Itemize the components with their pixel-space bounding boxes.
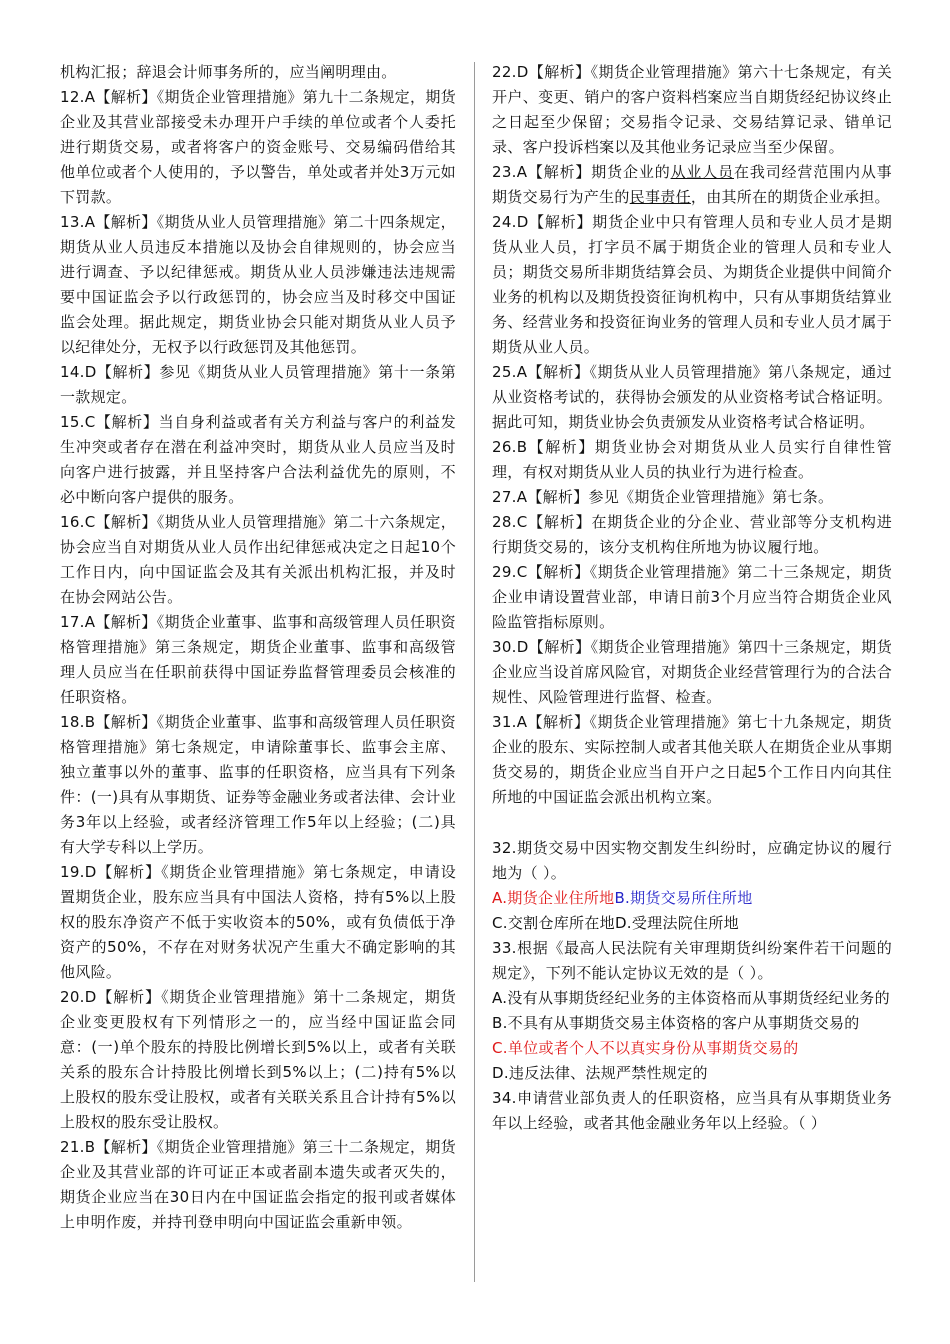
answer-19: 19.D【解析】《期货企业管理措施》第七条规定，申请设置期货企业，股东应当具有中国法人资格，持有5%以上股权的股东净资产不低于实收资本的50%，或有负债低于净资产的50%，不存在对财务状况产生重大不确定影响的其他风险。 [60, 863, 456, 981]
answer-13: 13.A【解析】《期货从业人员管理措施》第二十四条规定，期货从业人员违反本措施以及协会自律规则的，协会应当进行调查、予以纪律惩戒。期货从业人员涉嫌违法违规需要中国证监会予以行政惩罚的，协会应当及时移交中国证监会处理。据此规定，期货业协会只能对期货从业人员予以纪律处分，无权予以行政惩罚及其他惩罚。 [60, 213, 456, 356]
right-column [492, 60, 892, 1136]
underlined-term-liability: 民事责任 [629, 188, 691, 206]
column-divider [474, 62, 475, 1282]
answer-27: 27.A【解析】参见《期货企业管理措施》第七条。 [492, 488, 834, 506]
option-33-d: D.违反法律、法规严禁性规定的 [492, 1064, 708, 1082]
answer-28: 28.C【解析】在期货企业的分企业、营业部等分支机构进行期货交易的，该分支机构住所地为协议履行地。 [492, 513, 892, 556]
question-32: 32.期货交易中因实物交割发生纠纷时，应确定协议的履行地为（ ）。 [492, 839, 892, 882]
answer-11-tail: 机构汇报；辞退会计师事务所的，应当阐明理由。 [60, 63, 397, 81]
option-33-c: C.单位或者个人不以真实身份从事期货交易的 [492, 1039, 799, 1057]
answer-16: 16.C【解析】《期货从业人员管理措施》第二十六条规定，协会应当自对期货从业人员作出纪律惩戒决定之日起10个工作日内，向中国证监会及其有关派出机构汇报，并及时在协会网站公告。 [60, 513, 456, 606]
answer-20: 20.D【解析】《期货企业管理措施》第十二条规定，期货企业变更股权有下列情形之一的，应当经中国证监会同意：(一)单个股东的持股比例增长到5%以上，或者有关联关系的股东合计持股比例增长到5%以上；(二)持有5%以上股权的股东受让股权，或者有关联关系且合计持有5%以上股权的股东受让股权。 [60, 988, 456, 1131]
option-32-a: A.期货企业住所地 [492, 889, 615, 907]
answer-25: 25.A【解析】《期货从业人员管理措施》第八条规定，通过从业资格考试的，获得协会颁发的从业资格考试合格证明。据此可知，期货业协会负责颁发从业资格考试合格证明。 [492, 363, 892, 431]
answer-26: 26.B【解析】期货业协会对期货从业人员实行自律性管理，有权对期货从业人员的执业行为进行检查。 [492, 438, 892, 481]
answer-30: 30.D【解析】《期货企业管理措施》第四十三条规定，期货企业应当设首席风险官，对期货企业经营管理行为的合法合规性、风险管理进行监督、检查。 [492, 638, 892, 706]
answer-21: 21.B【解析】《期货企业管理措施》第三十二条规定，期货企业及其营业部的许可证正本或者副本遗失或者灭失的，期货企业应当在30日内在中国证监会指定的报刊或者媒体上申明作废，并持刊登申明向中国证监会重新申领。 [60, 1138, 456, 1231]
question-32-options-ab [492, 886, 892, 911]
answer-22: 22.D【解析】《期货企业管理措施》第六十七条规定，有关开户、变更、销户的客户资料档案应当自期货经纪协议终止之日起至少保留；交易指令记录、交易结算记录、错单记录、客户投诉档案以及其他业务记录应当至少保留。 [492, 63, 892, 156]
answer-23 [492, 160, 892, 210]
answer-18: 18.B【解析】《期货企业董事、监事和高级管理人员任职资格管理措施》第七条规定，申请除董事长、监事会主席、独立董事以外的董事、监事的任职资格，应当具有下列条件：(一)具有从事期货、证券等金融业务或者法律、会计业务3年以上经验，或者经济管理工作5年以上经验；(二)具有大学专科以上学历。 [60, 713, 456, 856]
answer-12: 12.A【解析】《期货企业管理措施》第九十二条规定，期货企业及其营业部接受未办理开户手续的单位或者个人委托进行期货交易，或者将客户的资金账号、交易编码借给其他单位或者个人使用的，予以警告，单处或者并处3万元如下罚款。 [60, 88, 456, 206]
option-33-b: B.不具有从事期货交易主体资格的客户从事期货交易的 [492, 1014, 860, 1032]
answer-14: 14.D【解析】参见《期货从业人员管理措施》第十一条第一款规定。 [60, 363, 456, 406]
answer-29: 29.C【解析】《期货企业管理措施》第二十三条规定，期货企业申请设置营业部，申请日前3个月应当符合期货企业风险监管指标原则。 [492, 563, 892, 631]
option-33-a: A.没有从事期货经纪业务的主体资格而从事期货经纪业务的 [492, 989, 890, 1007]
question-34: 34.申请营业部负责人的任职资格，应当具有从事期货业务年以上经验，或者其他金融业务年以上经验。（ ） [492, 1089, 892, 1132]
section-gap [492, 810, 892, 836]
answer-15: 15.C【解析】当自身利益或者有关方利益与客户的利益发生冲突或者存在潜在利益冲突时，期货从业人员应当及时向客户进行披露，并且坚持客户合法利益优先的原则，不必中断向客户提供的服务。 [60, 413, 456, 506]
left-column [60, 60, 456, 1235]
question-33: 33.根据《最高人民法院有关审理期货纠纷案件若干问题的规定》，下列不能认定协议无效的是（ ）。 [492, 939, 892, 982]
answer-23-text-b: 在我司经营范围内从事期货交易行为产生的 [492, 163, 892, 206]
answer-23-text-c: ，由其所在的期货企业承担。 [690, 188, 890, 206]
answer-23-text-a: 23.A【解析】期货企业的 [492, 163, 671, 181]
underlined-term-staff: 从业人员 [670, 163, 734, 181]
answer-17: 17.A【解析】《期货企业董事、监事和高级管理人员任职资格管理措施》第三条规定，期货企业董事、监事和高级管理人员应当在任职前获得中国证券监督管理委员会核准的任职资格。 [60, 613, 456, 706]
answer-24: 24.D【解析】期货企业中只有管理人员和专业人员才是期货从业人员，打字员不属于期货企业的管理人员和专业人员；期货交易所非期货结算会员、为期货企业提供中间简介业务的机构以及期货投资征询机构中，只有从事期货结算业务、经营业务和投资征询业务的管理人员和专业人员才属于期货从业人员。 [492, 213, 892, 356]
question-32-options-cd: C.交割仓库所在地D.受理法院住所地 [492, 914, 739, 932]
option-32-b: B.期货交易所住所地 [614, 889, 753, 907]
answer-31: 31.A【解析】《期货企业管理措施》第七十九条规定，期货企业的股东、实际控制人或者其他关联人在期货企业从事期货交易的，期货企业应当自开户之日起5个工作日内向其住所地的中国证监会派出机构立案。 [492, 713, 892, 806]
